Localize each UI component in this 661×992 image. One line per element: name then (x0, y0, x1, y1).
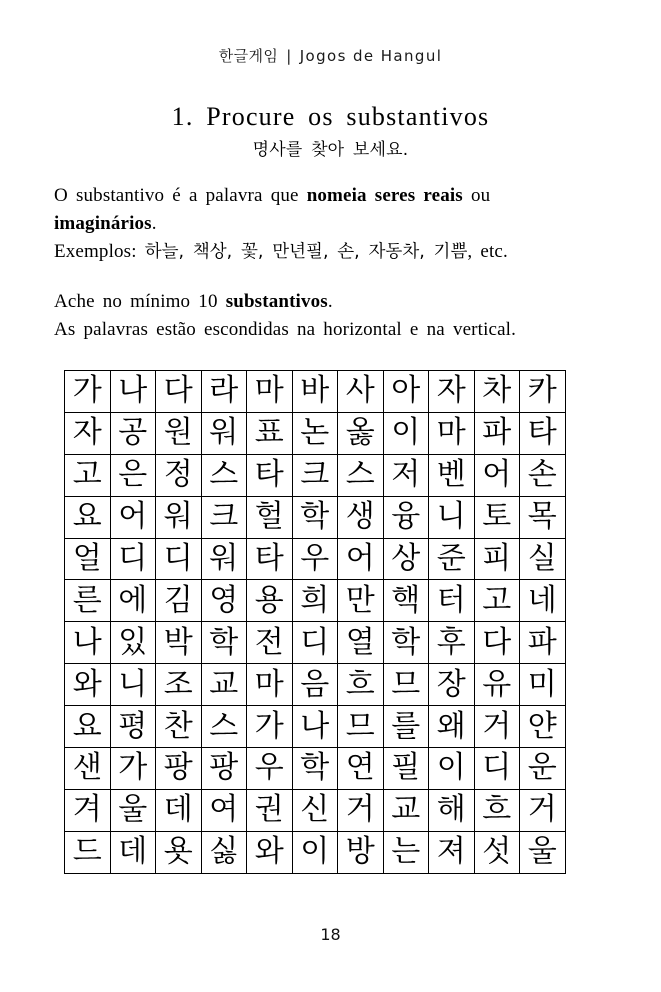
word-search-cell[interactable]: 다 (156, 371, 202, 413)
word-search-cell[interactable]: 사 (338, 371, 384, 413)
paragraph-spacer (54, 266, 610, 288)
word-search-cell[interactable]: 샌 (65, 748, 111, 790)
word-search-cell[interactable]: 겨 (65, 789, 111, 831)
word-search-cell[interactable]: 나 (292, 706, 338, 748)
word-search-cell[interactable]: 희 (292, 580, 338, 622)
word-search-cell[interactable]: 벤 (429, 454, 475, 496)
word-search-cell[interactable]: 신 (292, 789, 338, 831)
word-search-cell[interactable]: 표 (247, 412, 293, 454)
examples-label: Exemplos: (54, 241, 145, 262)
word-search-row (65, 454, 566, 496)
word-search-cell[interactable]: 얼 (65, 538, 111, 580)
word-search-cell[interactable]: 운 (520, 748, 566, 790)
word-search-cell[interactable]: 우 (292, 538, 338, 580)
word-search-cell[interactable]: 고 (474, 580, 520, 622)
header-separator: | (286, 47, 292, 65)
word-search-cell[interactable]: 니 (110, 664, 156, 706)
word-search-cell[interactable]: 영 (201, 580, 247, 622)
word-search-cell[interactable]: 정 (156, 454, 202, 496)
word-search-cell[interactable]: 미 (520, 664, 566, 706)
word-search-cell[interactable]: 카 (520, 371, 566, 413)
word-search-cell[interactable]: 와 (247, 831, 293, 873)
task-hint: As palavras estão escondidas na horizontal e na vertical. (54, 319, 517, 340)
word-search-cell[interactable]: 우 (247, 748, 293, 790)
word-search-cell[interactable]: 데 (110, 831, 156, 873)
word-search-grid[interactable] (64, 370, 566, 874)
word-search-cell[interactable]: 네 (520, 580, 566, 622)
word-search-cell[interactable]: 는 (383, 831, 429, 873)
title-block (0, 102, 661, 160)
word-search-cell[interactable]: 전 (247, 622, 293, 664)
word-search-cell[interactable]: 열 (338, 622, 384, 664)
word-search-cell[interactable]: 용 (247, 580, 293, 622)
word-search-cell[interactable]: 학 (201, 622, 247, 664)
definition-bold-2: imaginários (54, 213, 152, 234)
page-title: 1. Procure os substantivos (171, 102, 490, 131)
word-search-cell[interactable]: 얀 (520, 706, 566, 748)
word-search-cell[interactable]: 만 (338, 580, 384, 622)
word-search-cell[interactable]: 교 (383, 789, 429, 831)
word-search-cell[interactable]: 상 (383, 538, 429, 580)
word-search-cell[interactable]: 김 (156, 580, 202, 622)
word-search-row (65, 496, 566, 538)
word-search-cell[interactable]: 어 (474, 454, 520, 496)
word-search-cell[interactable]: 있 (110, 622, 156, 664)
word-search-cell[interactable]: 드 (65, 831, 111, 873)
definition-bold-1: nomeia seres reais (306, 185, 463, 206)
word-search-cell[interactable]: 이 (429, 748, 475, 790)
word-search-cell[interactable]: 박 (156, 622, 202, 664)
task-paragraph (54, 288, 610, 344)
word-search-cell[interactable]: 파 (520, 622, 566, 664)
word-search-cell[interactable]: 손 (520, 454, 566, 496)
running-header (0, 45, 661, 66)
word-search-cell[interactable]: 져 (429, 831, 475, 873)
word-search-cell[interactable]: 데 (156, 789, 202, 831)
word-search-cell[interactable]: 욧 (156, 831, 202, 873)
word-search-cell[interactable]: 어 (110, 496, 156, 538)
word-search-cell[interactable]: 여 (201, 789, 247, 831)
word-search-cell[interactable]: 팡 (156, 748, 202, 790)
word-search-row (65, 622, 566, 664)
word-search-cell[interactable]: 팡 (201, 748, 247, 790)
word-search-cell[interactable]: 왜 (429, 706, 475, 748)
word-search-cell[interactable]: 라 (201, 371, 247, 413)
word-search-cell[interactable]: 타 (520, 412, 566, 454)
word-search-cell[interactable]: 원 (156, 412, 202, 454)
word-search-cell[interactable]: 융 (383, 496, 429, 538)
word-search-row (65, 748, 566, 790)
word-search-cell[interactable]: 가 (110, 748, 156, 790)
word-search-cell[interactable]: 디 (474, 748, 520, 790)
word-search-cell[interactable]: 나 (65, 622, 111, 664)
word-search-cell[interactable]: 유 (474, 664, 520, 706)
word-search-cell[interactable]: 나 (110, 371, 156, 413)
header-korean-title: 한글게임 (218, 47, 279, 65)
word-search-row (65, 664, 566, 706)
word-search-cell[interactable]: 목 (520, 496, 566, 538)
word-search-cell[interactable]: 장 (429, 664, 475, 706)
word-search-grid-container (64, 370, 566, 874)
word-search-cell[interactable]: 므 (338, 706, 384, 748)
word-search-cell[interactable]: 싫 (201, 831, 247, 873)
word-search-cell[interactable]: 흐 (338, 664, 384, 706)
word-search-cell[interactable]: 섯 (474, 831, 520, 873)
word-search-cell[interactable]: 스 (201, 454, 247, 496)
word-search-cell[interactable]: 교 (201, 664, 247, 706)
word-search-cell[interactable]: 니 (429, 496, 475, 538)
word-search-row (65, 831, 566, 873)
word-search-cell[interactable]: 워 (201, 412, 247, 454)
word-search-cell[interactable]: 와 (65, 664, 111, 706)
word-search-cell[interactable]: 평 (110, 706, 156, 748)
word-search-cell[interactable]: 므 (383, 664, 429, 706)
word-search-cell[interactable]: 파 (474, 412, 520, 454)
word-search-cell[interactable]: 거 (520, 789, 566, 831)
word-search-cell[interactable]: 찬 (156, 706, 202, 748)
word-search-grid-body (65, 371, 566, 874)
word-search-cell[interactable]: 가 (247, 706, 293, 748)
word-search-cell[interactable]: 마 (247, 371, 293, 413)
word-search-cell[interactable]: 어 (338, 538, 384, 580)
word-search-cell[interactable]: 헐 (247, 496, 293, 538)
page-number: 18 (320, 925, 341, 944)
word-search-cell[interactable]: 가 (65, 371, 111, 413)
word-search-cell[interactable]: 권 (247, 789, 293, 831)
word-search-cell[interactable]: 이 (292, 831, 338, 873)
definition-text-3: . (151, 213, 157, 234)
task-text-2: . (327, 291, 333, 312)
word-search-cell[interactable]: 마 (247, 664, 293, 706)
word-search-cell[interactable]: 크 (201, 496, 247, 538)
word-search-cell[interactable]: 크 (292, 454, 338, 496)
word-search-cell[interactable]: 후 (429, 622, 475, 664)
task-text-1: Ache no mínimo 10 (54, 291, 226, 312)
word-search-cell[interactable]: 해 (429, 789, 475, 831)
word-search-cell[interactable]: 울 (110, 789, 156, 831)
word-search-cell[interactable]: 른 (65, 580, 111, 622)
definition-paragraph (54, 182, 610, 266)
word-search-cell[interactable]: 은 (110, 454, 156, 496)
word-search-cell[interactable]: 거 (338, 789, 384, 831)
word-search-cell[interactable]: 타 (247, 538, 293, 580)
word-search-cell[interactable]: 핵 (383, 580, 429, 622)
word-search-cell[interactable]: 피 (474, 538, 520, 580)
task-bold-1: substantivos (225, 291, 328, 312)
word-search-cell[interactable]: 학 (383, 622, 429, 664)
header-portuguese-title: Jogos de Hangul (299, 47, 443, 65)
word-search-cell[interactable]: 저 (383, 454, 429, 496)
word-search-cell[interactable]: 음 (292, 664, 338, 706)
word-search-cell[interactable]: 필 (383, 748, 429, 790)
word-search-cell[interactable]: 토 (474, 496, 520, 538)
word-search-cell[interactable]: 바 (292, 371, 338, 413)
definition-text-1: O substantivo é a palavra que (54, 185, 307, 206)
examples-tail: , etc. (467, 241, 508, 262)
word-search-cell[interactable]: 요 (65, 706, 111, 748)
word-search-cell[interactable]: 조 (156, 664, 202, 706)
word-search-cell[interactable]: 학 (292, 496, 338, 538)
word-search-cell[interactable]: 워 (156, 496, 202, 538)
word-search-cell[interactable]: 생 (338, 496, 384, 538)
word-search-row (65, 538, 566, 580)
word-search-row (65, 371, 566, 413)
word-search-cell[interactable]: 울 (520, 831, 566, 873)
word-search-cell[interactable]: 스 (201, 706, 247, 748)
word-search-cell[interactable]: 에 (110, 580, 156, 622)
word-search-row (65, 580, 566, 622)
word-search-cell[interactable]: 디 (110, 538, 156, 580)
examples-korean-list: 하늘, 책상, 꽃, 만년필, 손, 자동차, 기쁨 (144, 242, 468, 262)
word-search-cell[interactable]: 자 (65, 412, 111, 454)
word-search-cell[interactable]: 실 (520, 538, 566, 580)
word-search-cell[interactable]: 논 (292, 412, 338, 454)
word-search-cell[interactable]: 디 (156, 538, 202, 580)
word-search-cell[interactable]: 준 (429, 538, 475, 580)
word-search-cell[interactable]: 를 (383, 706, 429, 748)
word-search-cell[interactable]: 방 (338, 831, 384, 873)
word-search-cell[interactable]: 고 (65, 454, 111, 496)
page-subtitle: 명사를 찾아 보세요. (252, 140, 409, 161)
word-search-cell[interactable]: 요 (65, 496, 111, 538)
word-search-cell[interactable]: 흐 (474, 789, 520, 831)
word-search-cell[interactable]: 공 (110, 412, 156, 454)
word-search-cell[interactable]: 마 (429, 412, 475, 454)
word-search-cell[interactable]: 거 (474, 706, 520, 748)
word-search-cell[interactable]: 타 (247, 454, 293, 496)
definition-text-2: ou (462, 185, 491, 206)
word-search-cell[interactable]: 학 (292, 748, 338, 790)
word-search-cell[interactable]: 옳 (338, 412, 384, 454)
word-search-cell[interactable]: 자 (429, 371, 475, 413)
word-search-row (65, 789, 566, 831)
word-search-cell[interactable]: 디 (292, 622, 338, 664)
word-search-cell[interactable]: 다 (474, 622, 520, 664)
word-search-cell[interactable]: 이 (383, 412, 429, 454)
word-search-cell[interactable]: 터 (429, 580, 475, 622)
word-search-cell[interactable]: 아 (383, 371, 429, 413)
word-search-cell[interactable]: 연 (338, 748, 384, 790)
word-search-cell[interactable]: 워 (201, 538, 247, 580)
word-search-row (65, 706, 566, 748)
instructions-block (54, 182, 610, 344)
word-search-cell[interactable]: 차 (474, 371, 520, 413)
word-search-row (65, 412, 566, 454)
word-search-cell[interactable]: 스 (338, 454, 384, 496)
